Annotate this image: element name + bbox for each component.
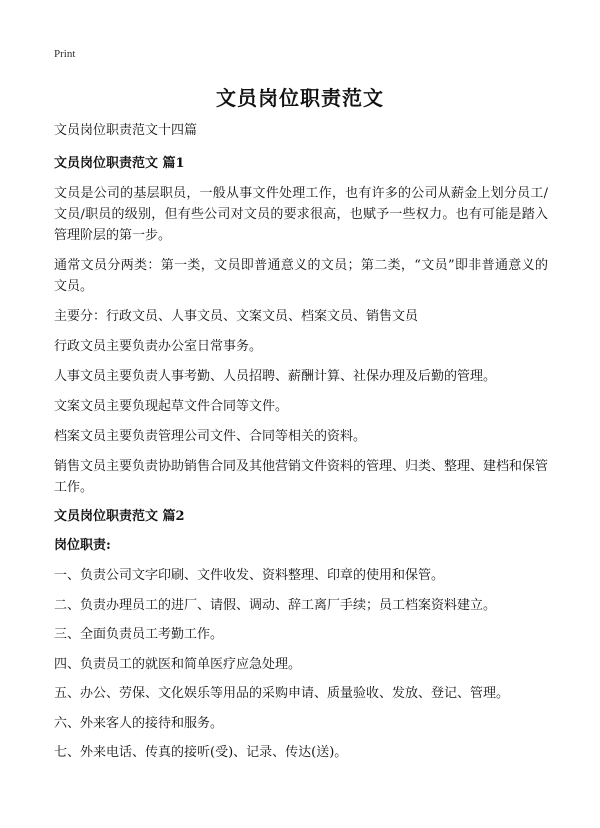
document-subtitle: 文员岗位职责范文十四篇 xyxy=(54,123,198,138)
paragraph: 文员是公司的基层职员，一般从事文件处理工作，也有许多的公司从薪金上划分员工/文员/职员的级别，但有些公司对文员的要求很高，也赋予一些权力。也有可能是踏入管理阶层的第一步。 xyxy=(54,186,548,243)
paragraph: 主要分：行政文员、人事文员、文案文员、档案文员、销售文员 xyxy=(54,309,419,324)
list-item: 七、外来电话、传真的接听(受)、记录、传达(送)。 xyxy=(54,745,348,760)
document-body xyxy=(54,121,548,772)
list-item: 六、外来客人的接待和服务。 xyxy=(54,715,224,731)
print-label: Print xyxy=(54,48,76,60)
paragraph: 文案文员主要负现起草文件合同等文件。 xyxy=(54,399,289,414)
section-1-heading: 文员岗位职责范文 篇1 xyxy=(54,156,185,171)
list-item: 三、全面负责员工考勤工作。 xyxy=(54,627,224,642)
list-item: 五、办公、劳保、文化娱乐等用品的采购申请、质量验收、发放、登记、管理。 xyxy=(54,686,510,701)
section-1 xyxy=(54,154,548,498)
section-2-subheading: 岗位职责: xyxy=(54,538,111,553)
list-item: 四、负责员工的就医和简单医疗应急处理。 xyxy=(54,656,302,672)
paragraph: 销售文员主要负责协助销售合同及其他营销文件资料的管理、归类、整理、建档和保管工作。 xyxy=(54,459,549,495)
list-item: 二、负责办理员工的进厂、请假、调动、辞工离厂手续；员工档案资料建立。 xyxy=(54,597,497,613)
page-title: 文员岗位职责范文 xyxy=(216,86,384,110)
paragraph: 人事文员主要负责人事考勤、人员招聘、薪酬计算、社保办理及后勤的管理。 xyxy=(54,369,497,384)
paragraph: 行政文员主要负责办公室日常事务。 xyxy=(54,339,263,354)
section-2-heading: 文员岗位职责范文 篇2 xyxy=(54,509,185,524)
paragraph: 档案文员主要负责管理公司文件、合同等相关的资料。 xyxy=(54,429,367,444)
paragraph: 通常文员分两类：第一类，文员即普通意义的文员；第二类，“文员”即非普通意义的 文员。 xyxy=(54,258,548,294)
list-item: 一、负责公司文字印刷、文件收发、资料整理、印章的使用和保管。 xyxy=(54,568,445,583)
section-2 xyxy=(54,507,548,763)
